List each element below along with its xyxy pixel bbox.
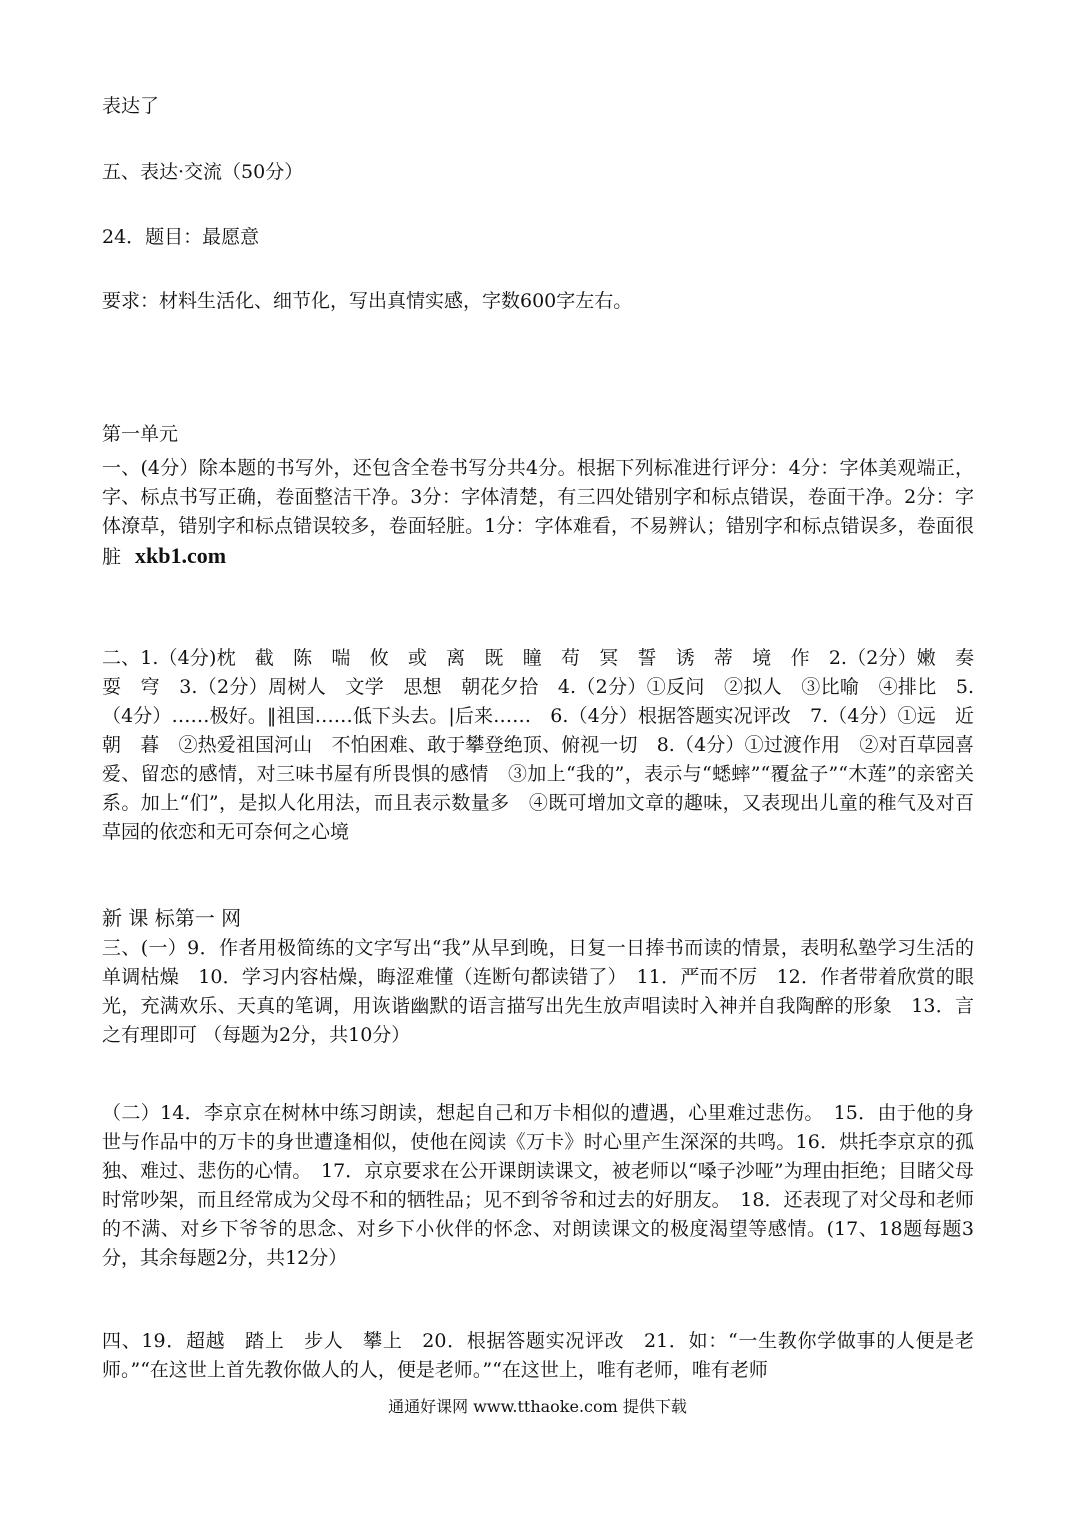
watermark-line: 新 课 标第一 网 [102, 906, 242, 930]
unit-heading: 第一单元 [102, 423, 179, 445]
page-footer: 通通好课网 www.tthaoke.com 提供下载 [388, 1397, 687, 1416]
answer-part-3-reading-1: 三、(一）9．作者用极简练的文字写出“我”从早到晚，日复一日捧书而读的情景，表明私塾学习生活的单调枯燥 10．学习内容枯燥，晦涩难懂（连断句都读错了） 11．严而不厉 12．作者带着欣赏的眼光，充满欢乐、天真的笔调，用诙谐幽默的语言描写出先生放声唱读时入神并自我陶醉的形象 13．言之有理即可 （每题为2分，共10分） [102, 937, 974, 1046]
answer-part-4: 四、19．超越 踏上 步人 攀上 20．根据答题实况评改 21．如：“一生教你学做事的人便是老师。”“在这世上首先教你做人的人，便是老师。”“在这世上，唯有老师，唯有老师 [102, 1330, 974, 1381]
answer-part-3-reading-2: （二）14．李京京在树林中练习朗读，想起自己和万卡相似的遭遇，心里难过悲伤。 15．由于他的身世与作品中的万卡的身世遭逢相似，使他在阅读《万卡》时心里产生深深的共鸣。16．烘托李京京的孤独、难过、悲伤的心情。 17．京京要求在公开课朗读课文，被老师以“嗓子沙哑”为理由拒绝；目睹父母时常吵架，而且经常成为父母不和的牺牲品；见不到爷爷和过去的好朋友。 18．还表现了对父母和老师的不满、对乡下爷爷的思念、对乡下小伙伴的怀念、对朗读课文的极度渴望等感情。(17、18题每题3分，其余每题2分，共12分） [102, 1102, 974, 1269]
site-watermark-text: xkb1.com [135, 543, 227, 568]
answer-part-2: 二、1.（4分)枕 截 陈 喘 攸 或 离 既 瞳 苟 冥 誓 诱 蒂 境 作 2.（2分）嫩 奏 耍 穹 3.（2分）周树人 文学 思想 朝花夕拾 4.（2分）①反问 ②拟人 ③比喻 ④排比 5.（4分）……极好。‖祖国……低下头去。|后来…… 6.（4分）根据答题实况评改 7.（4分）①远 近 朝 暮 ②热爱祖国河山 不怕困难、敢于攀登绝顶、俯视一切 8.（4分）①过渡作用 ②对百草园喜爱、留恋的感情，对三味书屋有所畏惧的感情 ③加上“我的”，表示与“蟋蟀”“覆盆子”“木莲”的亲密关系。加上“们”，是拟人化用法，而且表示数量多 ④既可增加文章的趣味，又表现出儿童的稚气及对百草园的依恋和无可奈何之心境 [102, 647, 994, 843]
section-heading-expression: 五、表达·交流（50分） [102, 161, 304, 183]
continued-text: 表达了 [102, 95, 160, 117]
answer-part-1-text: 一、(4分）除本题的书写外，还包含全卷书写分共4分。根据下列标准进行评分：4分：字体美观端正，字、标点书写正确，卷面整洁干净。3分：字体清楚，有三四处错别字和标点错误，卷面干净。2分：字体潦草，错别字和标点错误较多，卷面轻脏。1分：字体难看，不易辨认；错别字和标点错误多，卷面很脏 [102, 457, 974, 568]
question-24-requirement: 要求：材料生活化、细节化，写出真情实感，字数600字左右。 [102, 290, 633, 312]
answer-part-1 [102, 454, 974, 572]
question-24-title: 24．题目：最愿意 [102, 226, 260, 248]
